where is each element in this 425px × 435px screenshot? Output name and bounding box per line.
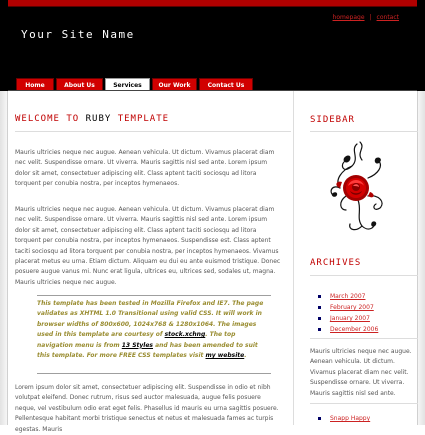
list-item bbox=[318, 302, 378, 313]
site-name: Your Site Name bbox=[21, 28, 135, 41]
left-page-border bbox=[0, 91, 8, 425]
note-text-4: . bbox=[244, 352, 247, 360]
13-styles-link[interactable]: 13 Styles bbox=[121, 341, 153, 349]
top-links-separator: | bbox=[369, 14, 372, 21]
archive-link-march-2007[interactable]: March 2007 bbox=[330, 293, 366, 300]
tab-our-work[interactable]: Our Work bbox=[152, 78, 197, 91]
archive-link-december-2006[interactable]: December 2006 bbox=[330, 326, 379, 333]
note-bottom-rule bbox=[37, 373, 271, 374]
archives-title-divider bbox=[310, 275, 418, 276]
title-divider bbox=[15, 131, 291, 132]
intro-paragraph: Mauris ultricies neque nec augue. Aenean vehicula. Ut dictum. Vivamus placerat diam nec velit. Suspendisse ornare. Ut viverra. Mauris sagittis nisl sed ante. Lorem ipsum dolor sit amet, consectetuer adipiscing elit. Class aptent taciti sociosqu ad litora torquent per conubia nostra, per inceptos hymenaeos. bbox=[15, 149, 275, 188]
archive-list bbox=[318, 291, 378, 335]
sidebar bbox=[293, 91, 417, 425]
note-text-1: This template has been tested in Mozilla Firefox and IE7. The page validates as XHTML 1.0 Transitional using valid CSS. It will work in browser widths of 800x600, 1024x768 & 1280x1064. The images used in this template are courtesy of bbox=[37, 300, 264, 339]
archive-link-january-2007[interactable]: January 2007 bbox=[330, 315, 370, 322]
archive-link-february-2007[interactable]: February 2007 bbox=[330, 304, 374, 311]
blog-list bbox=[318, 413, 370, 424]
top-links bbox=[333, 14, 399, 21]
snapp-happy-link[interactable]: Snapp Happy bbox=[330, 415, 371, 422]
main-content bbox=[8, 91, 293, 433]
note-text-3: and has been amended to suit this template. For more FREE CSS templates visit bbox=[37, 341, 258, 360]
red-rose-ornament-image bbox=[322, 136, 392, 236]
page-title bbox=[15, 114, 169, 124]
list-item bbox=[318, 324, 378, 335]
archives-title: ARCHIVES bbox=[310, 258, 362, 268]
sidebar-text-divider bbox=[310, 403, 418, 404]
site-header bbox=[0, 0, 425, 91]
title-template: TEMPLATE bbox=[111, 114, 170, 124]
list-item bbox=[318, 291, 378, 302]
stock-xchng-link[interactable]: stock.xchng bbox=[164, 331, 206, 339]
right-page-border bbox=[417, 91, 425, 425]
note-text-2: . The top navigation menu is from bbox=[37, 331, 236, 349]
tab-about-us[interactable]: About Us bbox=[56, 78, 103, 91]
contact-link[interactable]: contact bbox=[376, 14, 399, 21]
title-ruby: RUBY bbox=[85, 114, 112, 124]
body-paragraph: Mauris ultricies neque nec augue. Aenean vehicula. Ut dictum. Vivamus placerat diam nec velit. Suspendisse ornare. Ut viverra. Mauris sagittis nisl sed ante. Lorem ipsum dolor sit amet, consectetuer adipiscing elit. Class aptent taciti sociosqu ad litora torquent per conubia nostra, per inceptos hymenaeos. Suspendisse est. Class aptent taciti sociosqu ad litora torquent per conubia nostra, per inceptos hymenaeos. Vivamus placerat metus eu urna. Etiam dictum. Aliquam eu dui eu ante euismod tristique. Donec posuere augue vanus mi. Nunc erat ligula, ultrices eu, ultrices sed, sodales ut, magna. Mauris ultricies neque nec augue. bbox=[15, 206, 281, 286]
template-note bbox=[37, 299, 271, 361]
sidebar-title: SIDEBAR bbox=[310, 115, 355, 125]
archives-bottom-divider bbox=[310, 338, 418, 339]
list-item bbox=[318, 413, 370, 424]
sidebar-title-divider bbox=[310, 131, 418, 132]
footer-paragraph: Lorem ipsum dolor sit amet, consectetuer adipiscing elit. Suspendisse in odio et nibh volutpat eleifend. Donec rutrum, risus sed auctor malesuada, augue felis posuere neque, vel vestibulum odio erat eget felis. Phasellus id mauris eu urna sagittis posuere. Pellentesque habitant morbi tristique senectus et netus et malesuada fames ac turpis egestas. Mauris bbox=[15, 384, 279, 433]
sidebar-text: Mauris ultricies neque nec augue. Aenean vehicula. Ut dictum. Vivamus placerat diam nec velit. Suspendisse ornare. Ut viverra. Mauris sagittis nisl sed ante. bbox=[310, 348, 412, 397]
header-red-bar-shadow bbox=[8, 6, 417, 7]
my-website-link[interactable]: my website bbox=[205, 352, 245, 360]
title-welcome: WELCOME TO bbox=[15, 114, 86, 124]
note-top-rule bbox=[37, 295, 271, 296]
tab-services[interactable]: Services bbox=[105, 78, 150, 91]
tab-contact-us[interactable]: Contact Us bbox=[199, 78, 253, 91]
tab-home[interactable]: Home bbox=[16, 78, 54, 91]
list-item bbox=[318, 313, 378, 324]
homepage-link[interactable]: homepage bbox=[332, 14, 365, 21]
